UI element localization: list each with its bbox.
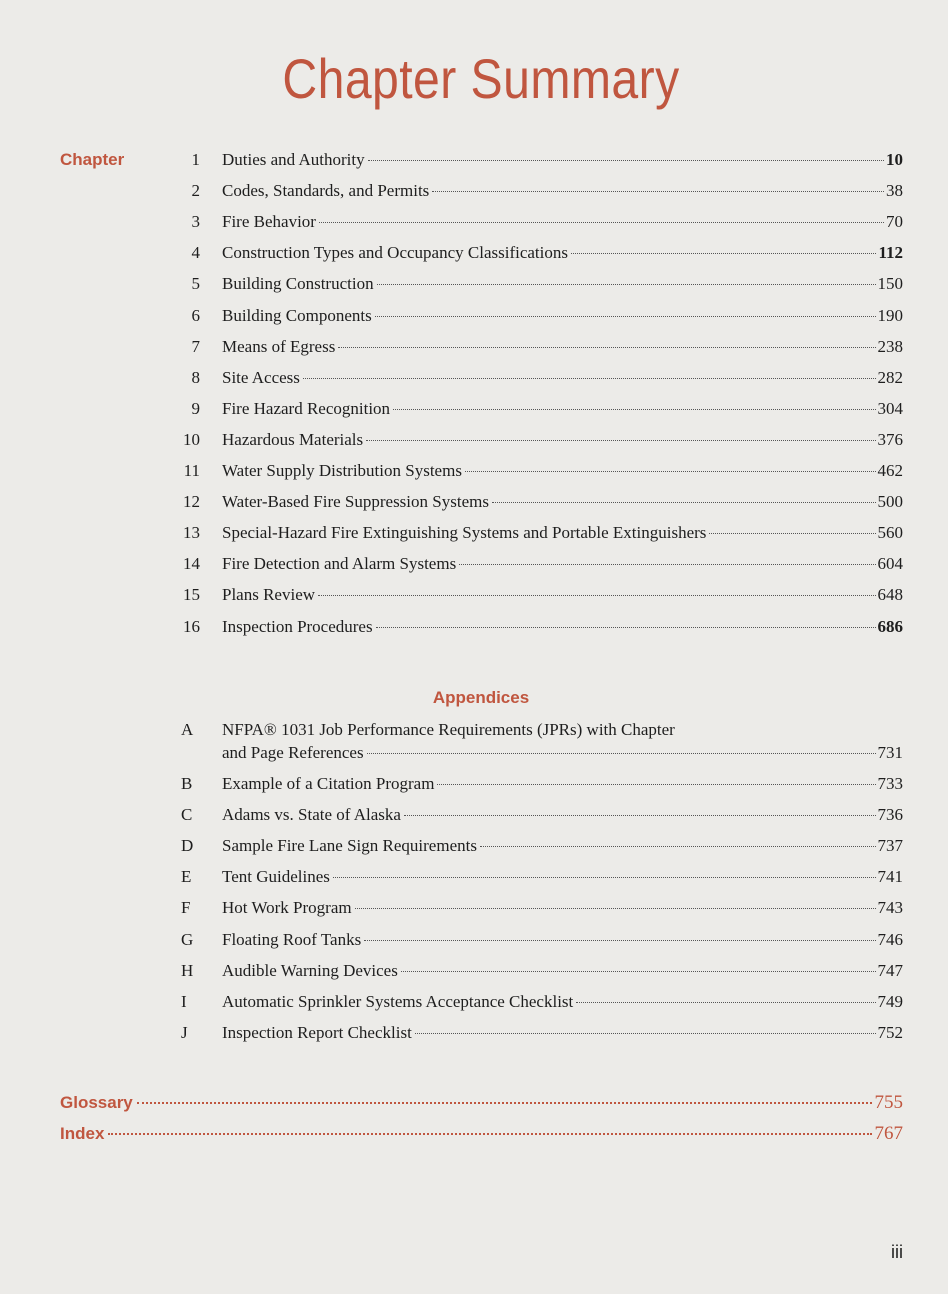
appendix-title: and Page References <box>222 743 364 762</box>
appendix-page: 733 <box>877 774 903 793</box>
appendix-entry[interactable] <box>0 805 948 829</box>
appendix-letter: I <box>181 991 187 1011</box>
appendix-title: Audible Warning Devices <box>222 960 398 980</box>
chapter-number: 5 <box>191 274 200 294</box>
dot-leader <box>576 1002 875 1003</box>
appendix-title: Automatic Sprinkler Systems Acceptance Checklist <box>222 991 574 1011</box>
appendix-title: Inspection Report Checklist <box>222 1022 412 1042</box>
chapter-title: Construction Types and Occupancy Classifications <box>222 243 568 263</box>
chapter-page: 604 <box>877 554 903 574</box>
appendix-letter: J <box>181 1022 188 1042</box>
dot-leader <box>108 1133 871 1135</box>
appendix-entry[interactable] <box>0 1023 948 1047</box>
dot-leader <box>364 940 875 941</box>
dot-leader <box>377 284 876 285</box>
chapter-entry[interactable] <box>0 492 948 516</box>
chapter-label: Chapter <box>60 150 125 169</box>
chapter-title: Site Access <box>222 367 300 387</box>
dot-leader <box>432 191 884 192</box>
chapter-number: 12 <box>183 492 200 512</box>
index-page: 767 <box>874 1123 903 1144</box>
chapter-number: 14 <box>183 554 200 574</box>
chapter-entry[interactable] <box>0 523 948 547</box>
chapter-title: Fire Hazard Recognition <box>222 398 391 418</box>
dot-leader <box>338 347 875 348</box>
chapter-page: 238 <box>877 336 903 356</box>
appendix-page: 749 <box>877 991 903 1011</box>
dot-leader <box>709 533 875 534</box>
dot-leader <box>333 877 876 878</box>
appendix-entry[interactable] <box>0 898 948 922</box>
chapter-page: 560 <box>877 523 903 543</box>
dot-leader <box>366 440 875 441</box>
appendix-title: Sample Fire Lane Sign Requirements <box>222 836 477 856</box>
dot-leader <box>401 971 876 972</box>
chapter-number: 1 <box>191 150 200 169</box>
appendix-letter: F <box>181 898 191 918</box>
index-label: Index <box>60 1124 105 1143</box>
chapter-title: Hazardous Materials <box>222 429 364 449</box>
chapter-entry[interactable] <box>0 585 948 609</box>
appendix-title: Tent Guidelines <box>222 867 330 887</box>
appendix-letter: C <box>181 805 193 825</box>
dot-leader <box>404 815 876 816</box>
chapter-number: 15 <box>183 585 200 605</box>
appendix-page: 752 <box>877 1022 903 1042</box>
appendix-page: 747 <box>877 960 903 980</box>
chapter-number: 2 <box>191 181 200 201</box>
appendix-entry[interactable] <box>0 836 948 860</box>
chapter-title: Codes, Standards, and Permits <box>222 181 430 201</box>
chapter-page: 304 <box>877 398 903 418</box>
chapter-title: Water-Based Fire Suppression Systems <box>222 492 489 512</box>
appendix-letter: H <box>181 960 194 980</box>
dot-leader <box>571 253 876 254</box>
appendix-page: 736 <box>877 805 903 825</box>
chapter-title: Inspection Procedures <box>222 616 373 636</box>
chapter-title: Water Supply Distribution Systems <box>222 461 462 480</box>
appendix-letter: E <box>181 867 192 887</box>
chapter-number: 4 <box>191 243 200 263</box>
chapter-title: Means of Egress <box>222 336 336 356</box>
chapter-page: 112 <box>878 243 903 263</box>
chapter-title: Special-Hazard Fire Extinguishing Systems and Portable Extinguishers <box>222 523 707 543</box>
appendix-title: Adams vs. State of Alaska <box>222 805 401 825</box>
dot-leader <box>376 627 876 628</box>
chapter-page: 686 <box>877 616 903 636</box>
chapter-entry[interactable] <box>0 399 948 423</box>
appendix-page: 731 <box>877 743 903 762</box>
chapter-number: 11 <box>183 461 200 480</box>
chapter-entry[interactable] <box>0 554 948 578</box>
index-entry[interactable] <box>60 1123 903 1145</box>
appendix-entry[interactable] <box>0 774 948 798</box>
dot-leader <box>137 1102 872 1104</box>
dot-leader <box>318 595 875 596</box>
chapter-page: 38 <box>886 181 903 201</box>
appendix-title-line1: NFPA® 1031 Job Performance Requirements (JPRs) with Chapter <box>222 720 675 739</box>
appendix-entry[interactable] <box>0 961 948 985</box>
dot-leader <box>415 1033 876 1034</box>
appendix-letter: A <box>181 720 194 739</box>
dot-leader <box>355 908 876 909</box>
appendix-letter: B <box>181 774 193 793</box>
chapter-entry[interactable] <box>0 461 948 485</box>
dot-leader <box>393 409 875 410</box>
chapter-page: 150 <box>877 274 903 294</box>
chapter-page: 462 <box>877 461 903 480</box>
chapter-page: 10 <box>886 150 903 169</box>
chapter-page: 500 <box>877 492 903 512</box>
appendix-letter: D <box>181 836 194 856</box>
page-number: iii <box>891 1242 903 1262</box>
chapter-page: 190 <box>877 305 903 325</box>
chapter-number: 13 <box>183 523 200 543</box>
dot-leader <box>465 471 876 472</box>
dot-leader <box>437 784 875 785</box>
dot-leader <box>367 753 876 754</box>
chapter-title: Duties and Authority <box>222 150 365 169</box>
chapter-number: 7 <box>191 336 200 356</box>
chapter-page: 70 <box>886 212 903 232</box>
chapter-page: 282 <box>877 367 903 387</box>
appendix-page: 741 <box>877 867 903 887</box>
appendices-heading: Appendices <box>432 688 530 707</box>
chapter-title: Building Components <box>222 305 372 325</box>
appendix-entry[interactable] <box>0 930 948 954</box>
appendix-letter: G <box>181 929 194 949</box>
appendix-page: 746 <box>877 929 903 949</box>
glossary-label: Glossary <box>60 1093 133 1112</box>
glossary-entry[interactable] <box>60 1092 903 1114</box>
appendix-title: Example of a Citation Program <box>222 774 435 793</box>
appendix-entry-a-first-line[interactable] <box>0 720 948 744</box>
chapter-page: 376 <box>877 429 903 449</box>
chapter-entry[interactable] <box>0 430 948 454</box>
chapter-title: Fire Behavior <box>222 212 316 232</box>
appendix-entry[interactable] <box>0 992 948 1016</box>
dot-leader <box>459 564 875 565</box>
chapter-entry[interactable] <box>0 617 948 641</box>
chapter-entry[interactable] <box>0 368 948 392</box>
dot-leader <box>368 160 884 161</box>
chapter-number: 16 <box>183 616 200 636</box>
appendix-page: 743 <box>877 898 903 918</box>
dot-leader <box>375 316 876 317</box>
appendix-entry[interactable] <box>0 867 948 891</box>
dot-leader <box>319 222 884 223</box>
chapter-entry[interactable] <box>0 274 948 298</box>
appendix-title: Hot Work Program <box>222 898 352 918</box>
chapter-entry[interactable] <box>0 306 948 330</box>
appendix-title: Floating Roof Tanks <box>222 929 362 949</box>
dot-leader <box>303 378 876 379</box>
chapter-title: Fire Detection and Alarm Systems <box>222 554 457 574</box>
chapter-entry[interactable] <box>0 150 948 174</box>
chapter-number: 8 <box>191 367 200 387</box>
chapter-page: 648 <box>877 585 903 605</box>
chapter-entry[interactable] <box>0 212 948 236</box>
appendix-page: 737 <box>877 836 903 856</box>
chapter-number: 10 <box>183 429 200 449</box>
chapter-entry[interactable] <box>0 337 948 361</box>
dot-leader <box>492 502 876 503</box>
chapter-number: 3 <box>191 212 200 232</box>
chapter-title: Plans Review <box>222 585 316 605</box>
appendix-entry-a[interactable] <box>0 743 948 767</box>
chapter-number: 9 <box>191 398 200 418</box>
dot-leader <box>480 846 876 847</box>
chapter-number: 6 <box>191 305 200 325</box>
chapter-entry[interactable] <box>0 181 948 205</box>
glossary-page: 755 <box>874 1092 903 1113</box>
chapter-entry[interactable] <box>0 243 948 267</box>
page-title: Chapter Summary <box>282 47 680 110</box>
chapter-title: Building Construction <box>222 274 374 294</box>
